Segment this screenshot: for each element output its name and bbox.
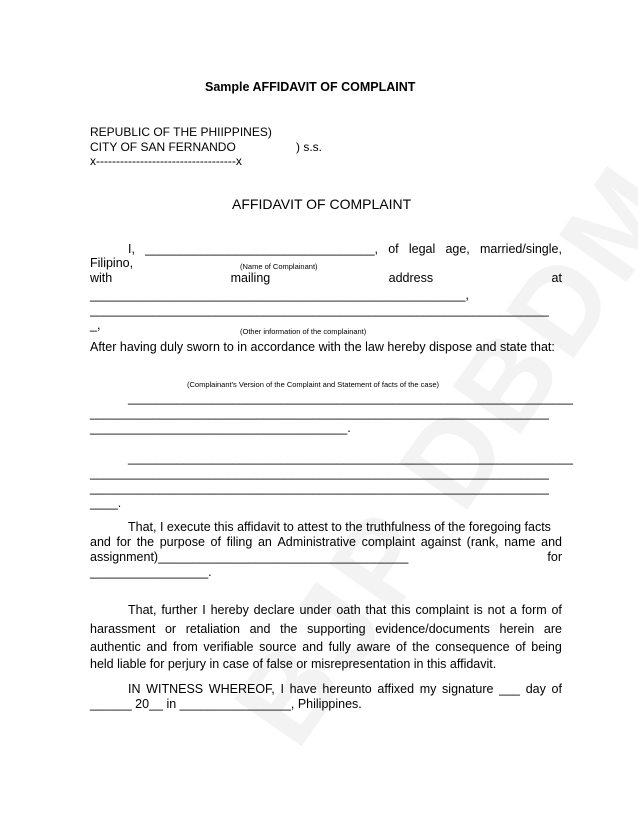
word: and [541,535,562,549]
word: this [391,603,411,617]
word: affixed [377,682,415,696]
complainant-line [128,242,562,256]
word: for [116,535,132,549]
word: and [146,640,168,654]
word: I [280,682,284,696]
word: name [504,535,536,549]
harassment-line [90,622,562,636]
for-blank: _________________. [90,565,212,579]
word: WHEREOF, [208,682,275,696]
word: authentic [90,640,141,654]
address-blank: ______________________________________________________, [90,288,469,302]
word: of [388,242,399,256]
word: the [136,535,155,549]
word: WITNESS [146,682,204,696]
info-blank-end: _, [90,318,101,332]
word: for [547,550,562,564]
word: my [419,682,437,696]
word: verifiable [203,640,254,654]
word: legal [408,242,436,256]
word: age, [445,242,470,256]
word: day [525,682,546,696]
word: (rank, [466,535,499,549]
word: retaliation [185,622,240,636]
word: or [164,622,177,636]
word: an [257,535,272,549]
word: of [551,603,562,617]
word: harassment [90,622,156,636]
caption-divider: x-----------------------------------x [90,154,242,168]
info-blank: __________________________________________________________________ [90,303,549,317]
filipino-text: Filipino, [90,256,134,270]
word: a [509,603,517,617]
authentic-line [90,640,562,654]
blank-line: ____. [90,496,122,510]
word: signature [442,682,494,696]
word: of [515,640,526,654]
document-title: Sample AFFIDAVIT OF COMPLAINT [205,80,416,94]
date-place-line: ______ 20__ in ________________, Philippines. [90,697,362,711]
purpose-line [90,535,562,549]
word: address [388,271,434,285]
word: not [487,603,506,617]
word: of [210,535,221,549]
word: Administrative [277,535,356,549]
word: that [365,603,387,617]
word: of [551,682,562,696]
word: is [473,603,483,617]
day-blank: ___ [499,682,521,696]
caption-city: CITY OF SAN FERNANDO [90,140,236,154]
word: fully [328,640,351,654]
word: form [521,603,547,617]
word: consequence [435,640,510,654]
word: declare [253,603,295,617]
word: complaint [415,603,469,617]
word: at [551,271,562,285]
word: mailing [230,271,271,285]
name-note: (Name of Complainant) [240,262,318,271]
blank-line: ________________________________________________________________ [128,451,573,465]
word: supporting [307,622,366,636]
word: complaint [361,535,416,549]
mailing-line [90,271,562,285]
word: the [412,640,430,654]
word: purpose [159,535,205,549]
version-note: (Complainant's Version of the Complaint and Statement of facts of the case) [187,380,439,389]
word: evidence/documents [375,622,490,636]
word: the [280,622,298,636]
assignment-blank: assignment)____________________________________ [90,550,409,564]
blank-line: __________________________________________________________________ [90,466,549,480]
word: I [202,603,206,617]
assignment-line [90,550,562,564]
blank-line: ________________________________________________________________ [128,391,573,405]
blank-line: __________________________________________________________________ [90,481,549,495]
perjury-line: held liable for perjury in case of false or misrepresentation in this affidavit. [90,657,497,671]
word: oath [336,603,361,617]
word: have [289,682,317,696]
word: married/single, [479,242,562,256]
word: further [161,603,198,617]
word: I, [128,242,135,256]
word: under [299,603,332,617]
word: aware [356,640,391,654]
name-blank: _________________________________, [145,242,379,256]
declare-line [128,603,562,617]
word: and [249,622,271,636]
word: are [543,622,562,636]
affidavit-heading: AFFIDAVIT OF COMPLAINT [232,196,412,212]
word: hereby [210,603,249,617]
word: IN [128,682,141,696]
word: hereunto [322,682,372,696]
word: being [531,640,562,654]
word: and [90,535,111,549]
word: and [302,640,324,654]
blank-line: __________________________________________________________________ [90,406,549,420]
witness-line [128,682,562,696]
word: filing [226,535,253,549]
attest-line: That, I execute this affidavit to attest to the truthfulness of the foregoing facts [128,520,551,534]
word: source [259,640,297,654]
word: with [90,271,113,285]
caption-republic: REPUBLIC OF THE PHIIPPINES) [90,125,272,139]
other-info-note: (Other information of the complainant) [240,327,367,336]
word: against [420,535,462,549]
sworn-statement: After having duly sworn to in accordance with the law hereby dispose and state that: [90,340,555,354]
word: That, [128,603,157,617]
word: herein [499,622,535,636]
blank-line: _____________________________________. [90,421,351,435]
word: from [172,640,198,654]
caption-ss: ) s.s. [296,140,322,154]
word: of [396,640,407,654]
